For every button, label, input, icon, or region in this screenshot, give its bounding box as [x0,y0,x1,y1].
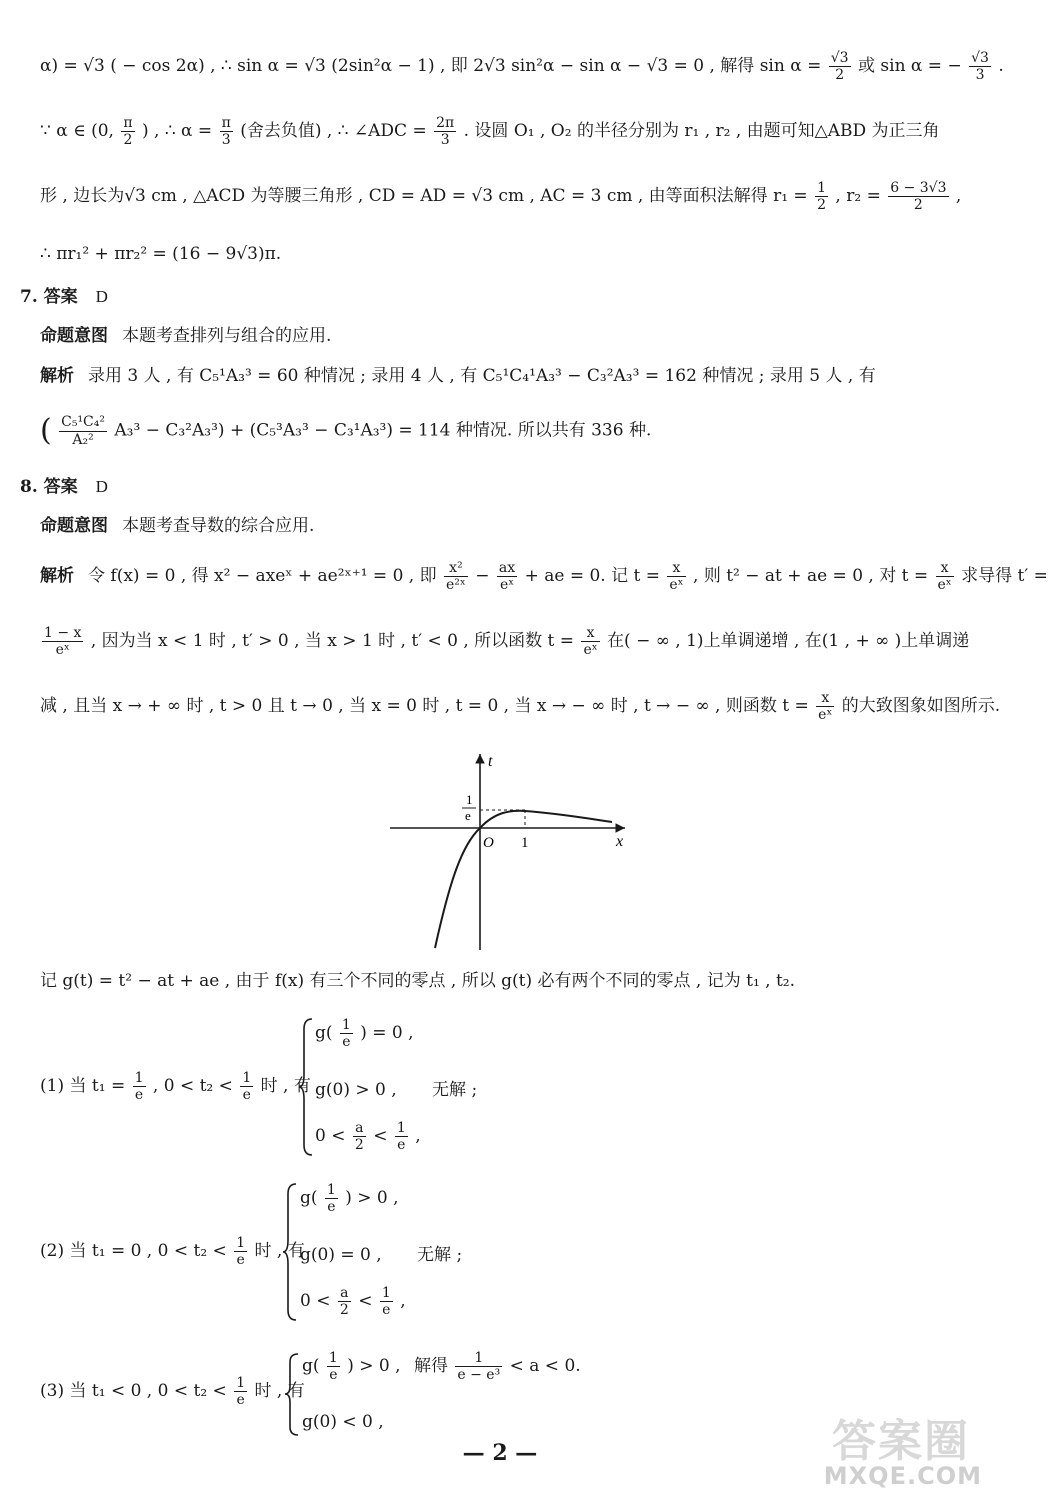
case-3-row-1 [302,1350,581,1383]
text-segment: 时 , 有 [260,1076,311,1097]
left-brace [282,1182,298,1322]
numerator: 1 [328,1350,338,1366]
text-line-1 [40,50,1004,84]
fraction [240,1070,253,1103]
case-2-result: 无解 ; [417,1245,463,1265]
case-2 [40,1180,940,1325]
fraction [353,1120,366,1153]
denominator: e [382,1302,391,1319]
text-segment: ) > 0 , [347,1356,401,1377]
numerator: x [816,690,834,707]
case-1-row-1 [315,1017,414,1050]
text-segment: , 则 t² − at + ae = 0 , 对 t = [693,566,929,587]
text-segment: 解得 [413,1356,448,1377]
denominator: eˣ [669,577,684,594]
denominator: 3 [221,132,231,149]
q7-intent [40,325,970,349]
fraction [497,560,517,593]
text-segment: 减 , 且当 x → + ∞ 时 , t > 0 且 t → 0 , 当 x = 0 时 , t = 0 , 当 x → − ∞ 时 , t → − ∞ , 则函数 t = [40,696,809,717]
numerator: x [936,560,954,577]
denominator: 2 [913,197,923,214]
text-segment: < [373,1126,388,1147]
analysis-label: 解析 [40,566,74,587]
case-3 [40,1350,940,1440]
numerator: ax [498,560,516,576]
text-segment: (3) 当 t₁ < 0 , 0 < t₂ < [40,1381,227,1402]
fraction [581,625,599,658]
paren-open: ( [40,413,52,448]
numerator: π [123,115,133,131]
fraction [455,1350,502,1383]
text-segment: − [475,566,490,587]
text-segment: + ae = 0. 记 t = [524,566,660,587]
numerator: 1 [236,1375,246,1391]
numerator: √3 [830,50,849,66]
case-1 [40,1015,940,1160]
q7-header-label: 7. 答案 [20,287,78,307]
case-1-row-3 [315,1120,421,1153]
text-segment: , [415,1126,421,1147]
text-segment: . [998,56,1004,77]
text-segment: 时 , 有 [254,1381,305,1402]
denominator: 2 [123,132,133,149]
numerator: 1 [341,1017,351,1033]
denominator: e [242,1087,251,1104]
fraction [234,1375,247,1408]
numerator: 1 [326,1182,336,1198]
q8-intent [40,515,970,539]
case-2-row-1 [300,1182,399,1215]
x-tick-label: 1 [521,835,529,851]
text-segment: 求导得 t′ = [961,566,1048,587]
x-axis-label: x [616,833,624,850]
intent-text: 本题考查排列与组合的应用. [122,326,332,346]
numerator: 1 [134,1070,144,1086]
denominator: eˣ [818,707,833,724]
text-line-2 [40,115,970,148]
origin-label: O [483,835,494,851]
numerator: 1 [236,1235,246,1251]
text-segment: 的大致图象如图所示. [841,696,1001,717]
fraction [380,1285,393,1318]
fraction [338,1285,351,1318]
case-1-result: 无解 ; [432,1080,478,1100]
case-2-lead [40,1235,305,1268]
text-segment: 在( − ∞ , 1)上单调递增 , 在(1 , + ∞ )上单调递 [607,631,970,652]
text-segment: 或 sin α = − [858,56,962,77]
fraction [816,690,834,723]
fraction [59,414,107,447]
denominator: e [134,1087,144,1104]
curve [435,811,612,948]
numerator: 1 − x [44,625,82,641]
text-segment: g( [302,1356,320,1377]
text-segment: < [358,1291,373,1312]
denominator: e [342,1034,351,1051]
function-graph [390,750,630,955]
case-3-lead [40,1375,305,1408]
fraction [234,1235,247,1268]
case-1-lead [40,1070,311,1103]
text-segment: , [955,186,962,207]
denominator: e²ˣ [446,577,466,594]
numerator: 1 [381,1285,391,1301]
left-brace [284,1352,300,1437]
g-definition-line: 记 g(t) = t² − at + ae , 由于 f(x) 有三个不同的零点 , 所以 g(t) 必有两个不同的零点 , 记为 t₁ , t₂. [40,971,796,991]
text-segment: ) = 0 , [360,1023,414,1044]
numerator: 1 [455,1350,502,1367]
numerator: x² [444,560,468,577]
fraction [936,560,954,593]
text-segment: ) > 0 , [345,1188,399,1209]
text-segment: , r₂ = [835,186,881,207]
analysis-text: A₃³ − C₃²A₃³) + (C₅³A₃³ − C₃¹A₃³) = 114 种情况. 所以共有 336 种. [114,420,652,441]
q8-analysis-1 [40,560,1048,594]
fraction [815,180,828,213]
case-2-row-2 [300,1240,462,1265]
t-tick-numerator: 1 [466,792,473,807]
text-line-3 [40,180,970,213]
q7-answer: D [95,287,108,306]
text-segment: 0 < [315,1126,346,1147]
numerator: a [353,1120,366,1137]
numerator: a [338,1285,351,1302]
q8-header [20,475,970,500]
q7-analysis-2 [40,410,970,452]
numerator: π [221,115,231,131]
text-segment: 时 , 有 [254,1241,305,1262]
text-segment: 形 , 边长为√3 cm , △ACD 为等腰三角形 , CD = AD = √3 cm , AC = 3 cm , 由等面积法解得 r₁ = [40,186,808,207]
denominator: eˣ [55,642,70,659]
text-segment: (舍去负值) , ∴ ∠ADC = [240,121,427,142]
fraction [888,180,948,213]
text-segment: . 设圆 O₁ , O₂ 的半径分别为 r₁ , r₂ , 由题可知△ABD 为正三角 [463,121,940,142]
fraction [667,560,685,593]
watermark-url: MXQE.COM [823,1462,982,1490]
numerator: x [581,625,599,642]
intent-label: 命题意图 [40,516,108,536]
watermark-logo: 答案圈 [832,1416,970,1467]
denominator: e [236,1392,245,1409]
intent-label: 命题意图 [40,326,108,346]
fraction [434,115,456,148]
left-brace [298,1017,314,1157]
q8-answer: D [95,477,108,496]
denominator: 2 [835,67,845,84]
denominator: 2 [817,197,827,214]
denominator: eˣ [937,577,952,594]
fraction [829,50,851,83]
denominator: e − e³ [457,1367,501,1384]
text-segment: (1) 当 t₁ = [40,1076,126,1097]
fraction [121,115,134,148]
intent-text: 本题考查导数的综合应用. [122,516,315,536]
t-tick-denominator: e [465,808,471,823]
numerator: 1 [396,1120,406,1136]
text-segment: 0 < [300,1291,331,1312]
fraction [444,560,468,593]
text-line-4: ∴ πr₁² + πr₂² = (16 − 9√3)π. [40,244,282,264]
numerator: 1 [817,180,827,196]
numerator: 2π [436,115,455,131]
numerator: 1 [242,1070,252,1086]
text-segment: α) = √3 ( − cos 2α) , ∴ sin α = √3 (2sin²α − 1) , 即 2√3 sin²α − sin α − √3 = 0 , 解得 sin α = [40,56,822,77]
page-number: — 2 — [462,1440,538,1466]
q8-analysis-3 [40,690,1001,724]
fraction [969,50,991,83]
numerator: √3 [971,50,989,66]
q7-analysis-1 [40,365,970,389]
text-segment: , [400,1291,406,1312]
t-axis-label: t [488,753,493,770]
fraction [42,625,83,658]
denominator: 3 [975,67,985,84]
text-segment: g(0) < 0 , [302,1412,384,1432]
text-segment: g(0) > 0 , [315,1080,397,1100]
q8-header-label: 8. 答案 [20,477,78,497]
text-segment: , 0 < t₂ < [152,1076,233,1097]
denominator: e [329,1367,338,1384]
numerator: x [667,560,685,577]
fraction [325,1182,338,1215]
denominator: A₂² [72,431,94,448]
denominator: eˣ [499,577,515,594]
denominator: 2 [354,1137,364,1154]
denominator: 3 [440,132,450,149]
denominator: e [397,1137,406,1154]
denominator: e [327,1199,336,1216]
fraction [327,1350,340,1383]
text-segment: , 因为当 x < 1 时 , t′ > 0 , 当 x > 1 时 , t′ < 0 , 所以函数 t = [90,631,575,652]
case-3-row-2 [302,1412,384,1432]
fraction [220,115,233,148]
text-segment: ) , ∴ α = [141,121,213,142]
fraction [133,1070,146,1103]
fraction [340,1017,353,1050]
text-segment: g( [300,1188,318,1209]
numerator: 6 − 3√3 [890,180,947,196]
text-segment: 令 f(x) = 0 , 得 x² − axeˣ + ae²ˣ⁺¹ = 0 , 即 [88,566,437,587]
case-2-row-3 [300,1285,406,1318]
numerator: C₅¹C₄² [61,414,105,431]
q7-header [20,285,970,310]
fraction [395,1120,408,1153]
denominator: e [236,1252,245,1269]
case-1-row-2 [315,1075,477,1100]
analysis-label: 解析 [40,366,74,386]
text-segment: ∵ α ∈ (0, [40,121,114,142]
text-segment: g( [315,1023,333,1044]
text-segment: < a < 0. [509,1356,581,1377]
denominator: 2 [339,1302,349,1319]
text-segment: g(0) = 0 , [300,1245,382,1265]
analysis-text: 录用 3 人 , 有 C₅¹A₃³ = 60 种情况 ; 录用 4 人 , 有 C₅¹C₄¹A₃³ − C₃²A₃³ = 162 种情况 ; 录用 5 人 , 有 [88,366,876,386]
denominator: eˣ [583,642,598,659]
q8-analysis-2 [40,625,970,658]
text-segment: (2) 当 t₁ = 0 , 0 < t₂ < [40,1241,227,1262]
